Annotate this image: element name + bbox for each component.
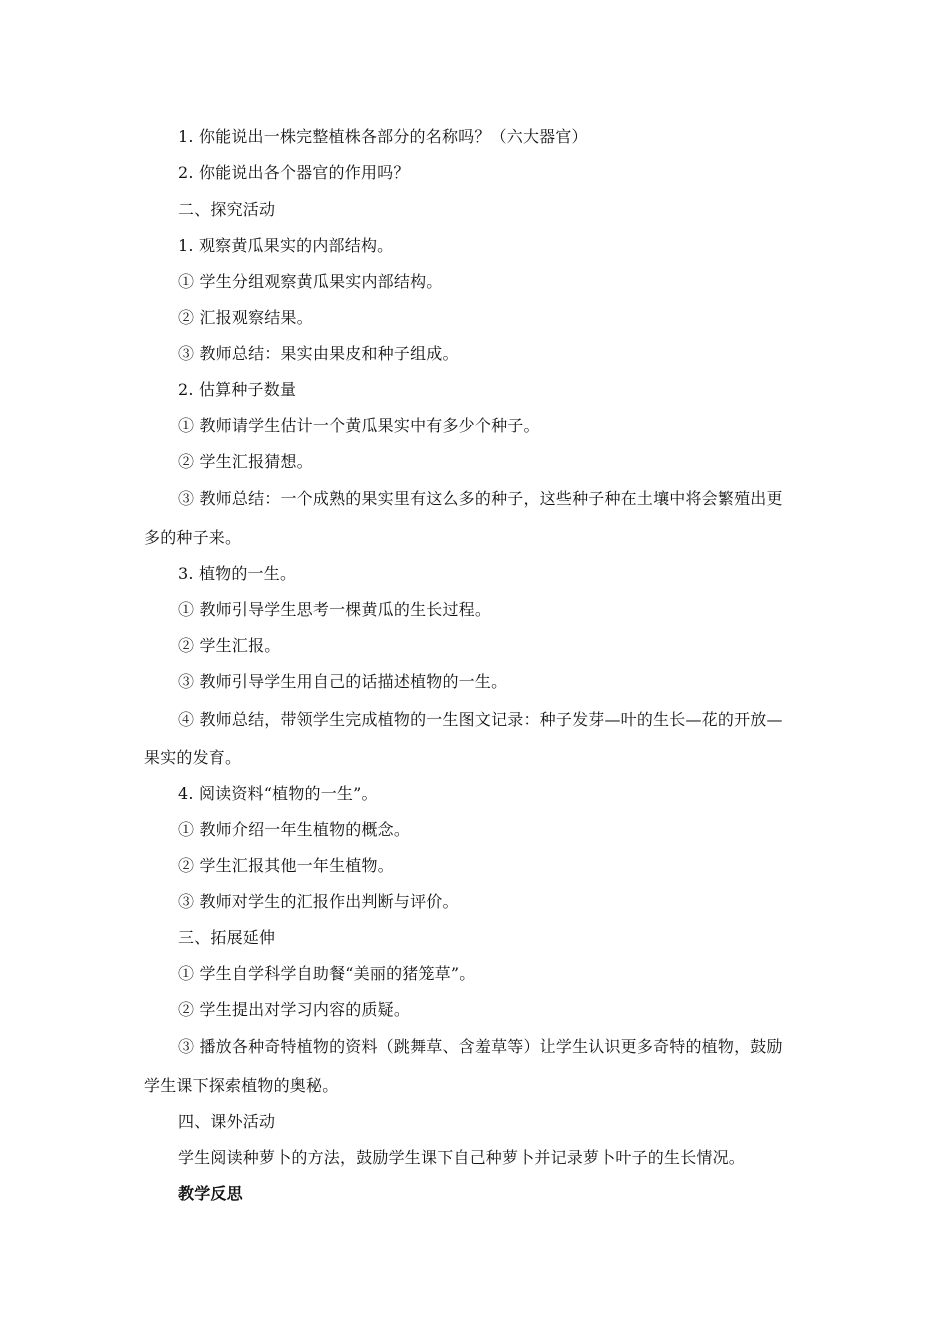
activity-3-step-4: ④ 教师总结，带领学生完成植物的一生图文记录：种子发芽—叶的生长—花的开放— — [178, 710, 783, 729]
extension-step-3: ③ 播放各种奇特植物的资料（跳舞草、含羞草等）让学生认识更多奇特的植物，鼓励 — [178, 1037, 783, 1056]
activity-2-step-1: ① 教师请学生估计一个黄瓜果实中有多少个种子。 — [178, 416, 540, 435]
section-heading-extension: 三、拓展延伸 — [178, 928, 276, 947]
teaching-reflection-heading: 教学反思 — [178, 1184, 243, 1203]
activity-2-step-3: ③ 教师总结：一个成熟的果实里有这么多的种子，这些种子种在土壤中将会繁殖出更 — [178, 489, 783, 508]
activity-4-title: 4. 阅读资料“植物的一生”。 — [178, 784, 378, 803]
activity-2-step-3-continued: 多的种子来。 — [144, 528, 242, 547]
activity-1-step-3: ③ 教师总结：果实由果皮和种子组成。 — [178, 344, 459, 363]
activity-3-step-4-continued: 果实的发育。 — [144, 748, 242, 767]
activity-4-step-1: ① 教师介绍一年生植物的概念。 — [178, 820, 411, 839]
activity-1-step-2: ② 汇报观察结果。 — [178, 308, 313, 327]
extension-step-1: ① 学生自学科学自助餐“美丽的猪笼草”。 — [178, 964, 476, 983]
outdoor-activity-text: 学生阅读种萝卜的方法，鼓励学生课下自己种萝卜并记录萝卜叶子的生长情况。 — [178, 1148, 746, 1167]
question-2: 2. 你能说出各个器官的作用吗？ — [178, 163, 410, 182]
activity-1-step-1: ① 学生分组观察黄瓜果实内部结构。 — [178, 272, 443, 291]
activity-3-title: 3. 植物的一生。 — [178, 564, 297, 583]
extension-step-2: ② 学生提出对学习内容的质疑。 — [178, 1000, 411, 1019]
section-heading-outdoor: 四、课外活动 — [178, 1112, 276, 1131]
activity-3-step-2: ② 学生汇报。 — [178, 636, 281, 655]
section-heading-explore: 二、探究活动 — [178, 200, 276, 219]
activity-4-step-2: ② 学生汇报其他一年生植物。 — [178, 856, 394, 875]
activity-1-title: 1. 观察黄瓜果实的内部结构。 — [178, 236, 394, 255]
activity-2-title: 2. 估算种子数量 — [178, 380, 297, 399]
extension-step-3-continued: 学生课下探索植物的奥秘。 — [144, 1076, 339, 1095]
question-1: 1. 你能说出一株完整植株各部分的名称吗？（六大器官） — [178, 127, 588, 146]
activity-2-step-2: ② 学生汇报猜想。 — [178, 452, 313, 471]
activity-3-step-3: ③ 教师引导学生用自己的话描述植物的一生。 — [178, 672, 508, 691]
activity-4-step-3: ③ 教师对学生的汇报作出判断与评价。 — [178, 892, 459, 911]
activity-3-step-1: ① 教师引导学生思考一棵黄瓜的生长过程。 — [178, 600, 492, 619]
